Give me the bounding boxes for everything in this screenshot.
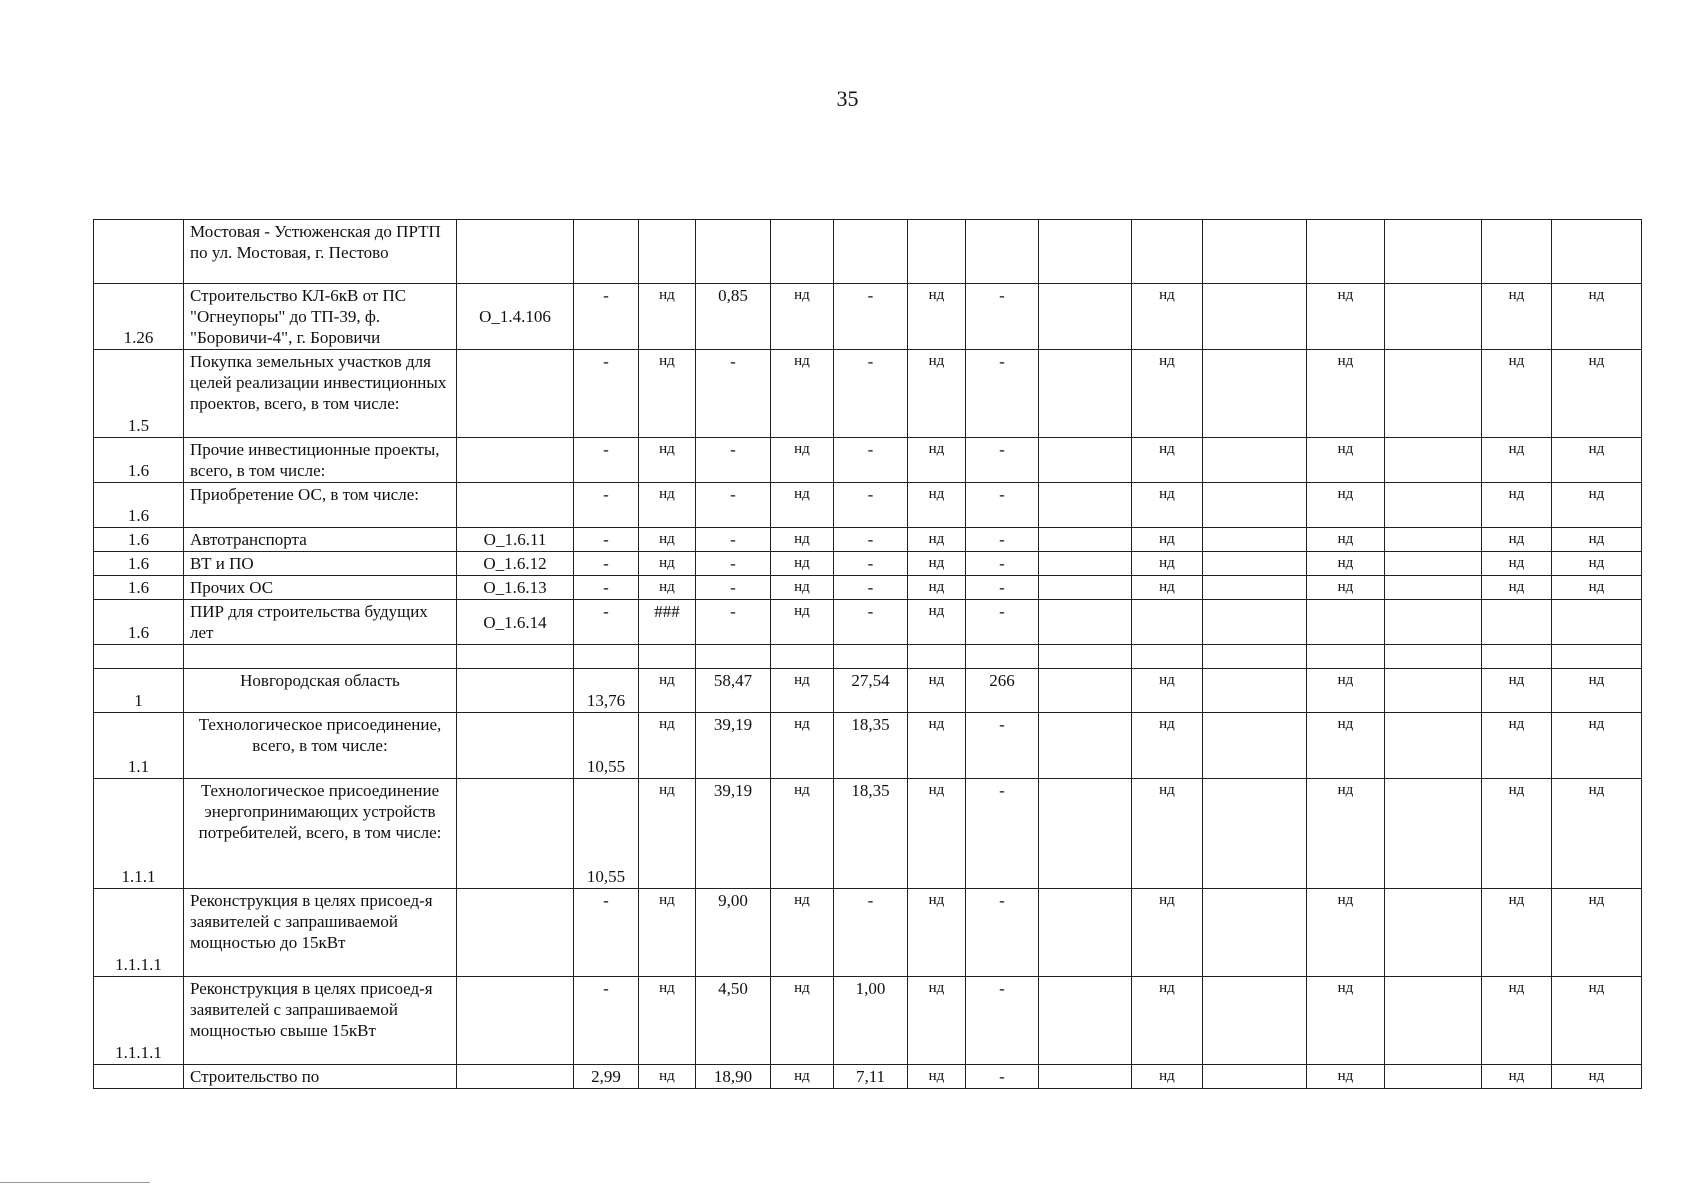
value-cell	[1385, 350, 1482, 438]
table-row	[94, 645, 1642, 669]
value-cell	[1482, 600, 1552, 645]
value-cell	[1039, 576, 1132, 600]
value-cell: нд	[771, 576, 834, 600]
value-cell	[1203, 220, 1307, 284]
value-cell	[1039, 645, 1132, 669]
row-number	[94, 645, 184, 669]
row-code	[457, 977, 574, 1065]
value-cell: нд	[639, 669, 696, 713]
value-cell: нд	[1307, 350, 1385, 438]
row-code: О_1.6.13	[457, 576, 574, 600]
value-cell: -	[696, 438, 771, 483]
value-cell: ###	[639, 600, 696, 645]
value-cell: -	[966, 483, 1039, 528]
value-cell: 7,11	[834, 1065, 908, 1089]
value-cell: нд	[908, 350, 966, 438]
value-cell: нд	[1552, 528, 1642, 552]
row-number	[94, 220, 184, 284]
value-cell: -	[574, 350, 639, 438]
value-cell	[1039, 1065, 1132, 1089]
value-cell: нд	[1482, 713, 1552, 779]
value-cell: нд	[1552, 350, 1642, 438]
value-cell: нд	[1482, 576, 1552, 600]
value-cell: нд	[1132, 889, 1203, 977]
value-cell: -	[966, 889, 1039, 977]
value-cell: нд	[1307, 528, 1385, 552]
value-cell: 1,00	[834, 977, 908, 1065]
value-cell: нд	[1307, 1065, 1385, 1089]
value-cell	[639, 220, 696, 284]
value-cell: нд	[1552, 284, 1642, 350]
value-cell	[1203, 669, 1307, 713]
table-row	[94, 713, 1642, 779]
value-cell	[1385, 669, 1482, 713]
value-cell	[1203, 284, 1307, 350]
value-cell: нд	[1307, 713, 1385, 779]
value-cell: нд	[1482, 483, 1552, 528]
table-row	[94, 1065, 1642, 1089]
value-cell: нд	[908, 438, 966, 483]
value-cell	[1039, 552, 1132, 576]
value-cell: нд	[1132, 350, 1203, 438]
value-cell: нд	[1307, 576, 1385, 600]
value-cell: нд	[771, 350, 834, 438]
value-cell: нд	[1307, 552, 1385, 576]
value-cell: -	[834, 528, 908, 552]
investment-table	[93, 219, 1642, 1089]
row-number: 1.6	[94, 438, 184, 483]
value-cell	[1039, 779, 1132, 889]
row-number: 1.6	[94, 576, 184, 600]
value-cell: нд	[908, 552, 966, 576]
value-cell: -	[696, 576, 771, 600]
value-cell	[1039, 438, 1132, 483]
value-cell: 18,35	[834, 779, 908, 889]
value-cell: нд	[771, 528, 834, 552]
table-row	[94, 669, 1642, 713]
row-number	[94, 1065, 184, 1089]
value-cell: нд	[1132, 1065, 1203, 1089]
value-cell: нд	[771, 552, 834, 576]
row-number: 1.6	[94, 483, 184, 528]
value-cell: нд	[639, 284, 696, 350]
value-cell: нд	[639, 889, 696, 977]
row-code	[457, 889, 574, 977]
row-name: Приобретение ОС, в том числе:	[184, 483, 457, 528]
value-cell: нд	[771, 483, 834, 528]
value-cell	[1203, 483, 1307, 528]
value-cell: нд	[1482, 889, 1552, 977]
value-cell: -	[834, 350, 908, 438]
value-cell: нд	[1307, 483, 1385, 528]
row-name: Строительство по	[184, 1065, 457, 1089]
value-cell	[1203, 713, 1307, 779]
value-cell: -	[966, 1065, 1039, 1089]
value-cell: нд	[1482, 350, 1552, 438]
value-cell	[1385, 779, 1482, 889]
table-row	[94, 483, 1642, 528]
value-cell: 10,55	[574, 779, 639, 889]
value-cell	[1203, 600, 1307, 645]
value-cell: 10,55	[574, 713, 639, 779]
value-cell: нд	[1482, 284, 1552, 350]
value-cell: нд	[1132, 576, 1203, 600]
value-cell	[1385, 528, 1482, 552]
value-cell	[1203, 528, 1307, 552]
row-code	[457, 713, 574, 779]
value-cell: нд	[908, 713, 966, 779]
value-cell: нд	[771, 284, 834, 350]
value-cell	[1203, 1065, 1307, 1089]
row-code: О_1.6.11	[457, 528, 574, 552]
value-cell: нд	[908, 889, 966, 977]
value-cell: нд	[639, 438, 696, 483]
value-cell: -	[966, 576, 1039, 600]
value-cell	[1203, 438, 1307, 483]
value-cell	[1385, 600, 1482, 645]
value-cell: нд	[1132, 779, 1203, 889]
value-cell: нд	[1132, 284, 1203, 350]
value-cell	[1039, 350, 1132, 438]
row-code	[457, 1065, 574, 1089]
value-cell	[966, 645, 1039, 669]
value-cell	[1203, 552, 1307, 576]
value-cell	[574, 220, 639, 284]
value-cell: -	[966, 284, 1039, 350]
value-cell	[1385, 483, 1482, 528]
value-cell	[1307, 600, 1385, 645]
row-code	[457, 220, 574, 284]
row-code: О_1.6.12	[457, 552, 574, 576]
value-cell: нд	[1482, 779, 1552, 889]
value-cell: 9,00	[696, 889, 771, 977]
row-number: 1	[94, 669, 184, 713]
value-cell: -	[696, 600, 771, 645]
value-cell	[1385, 220, 1482, 284]
row-name: ВТ и ПО	[184, 552, 457, 576]
value-cell	[1039, 977, 1132, 1065]
value-cell	[1552, 220, 1642, 284]
value-cell: нд	[771, 600, 834, 645]
value-cell: -	[574, 438, 639, 483]
value-cell: нд	[1307, 889, 1385, 977]
value-cell: -	[966, 600, 1039, 645]
value-cell: -	[834, 576, 908, 600]
value-cell: нд	[639, 977, 696, 1065]
row-name: Прочих ОС	[184, 576, 457, 600]
table-row	[94, 977, 1642, 1065]
value-cell: -	[834, 552, 908, 576]
value-cell: нд	[771, 438, 834, 483]
value-cell	[696, 645, 771, 669]
value-cell: нд	[1482, 669, 1552, 713]
value-cell: нд	[1132, 552, 1203, 576]
row-code	[457, 645, 574, 669]
value-cell: нд	[771, 713, 834, 779]
value-cell: нд	[1482, 977, 1552, 1065]
value-cell	[1039, 220, 1132, 284]
value-cell: -	[696, 483, 771, 528]
value-cell: нд	[908, 779, 966, 889]
value-cell: нд	[908, 977, 966, 1065]
value-cell	[1203, 779, 1307, 889]
row-name: ПИР для строительства будущих лет	[184, 600, 457, 645]
row-number: 1.6	[94, 528, 184, 552]
value-cell: нд	[1482, 1065, 1552, 1089]
value-cell: нд	[1552, 713, 1642, 779]
value-cell: 27,54	[834, 669, 908, 713]
row-name: Новгородская область	[184, 669, 457, 713]
value-cell: 39,19	[696, 713, 771, 779]
value-cell	[1132, 645, 1203, 669]
value-cell	[771, 645, 834, 669]
value-cell: нд	[908, 284, 966, 350]
value-cell	[1482, 220, 1552, 284]
row-code: О_1.6.14	[457, 600, 574, 645]
row-name: Реконструкция в целях присоед-я заявителей с запрашиваемой мощностью до 15кВт	[184, 889, 457, 977]
value-cell: нд	[639, 350, 696, 438]
row-name: Автотранспорта	[184, 528, 457, 552]
value-cell: нд	[908, 528, 966, 552]
value-cell: нд	[1482, 528, 1552, 552]
value-cell	[1203, 977, 1307, 1065]
value-cell: нд	[639, 552, 696, 576]
value-cell	[1039, 483, 1132, 528]
value-cell	[1385, 438, 1482, 483]
value-cell: -	[574, 483, 639, 528]
row-name: Реконструкция в целях присоед-я заявителей с запрашиваемой мощностью свыше 15кВт	[184, 977, 457, 1065]
value-cell: -	[696, 552, 771, 576]
value-cell: -	[574, 889, 639, 977]
value-cell	[1039, 889, 1132, 977]
value-cell: 2,99	[574, 1065, 639, 1089]
value-cell	[1552, 600, 1642, 645]
value-cell: 266	[966, 669, 1039, 713]
value-cell: -	[834, 889, 908, 977]
value-cell: нд	[1307, 284, 1385, 350]
value-cell: нд	[1552, 438, 1642, 483]
value-cell	[1482, 645, 1552, 669]
value-cell: 58,47	[696, 669, 771, 713]
value-cell: нд	[771, 779, 834, 889]
row-name: Технологическое присоединение энергопринимающих устройств потребителей, всего, в том числе:	[184, 779, 457, 889]
value-cell: -	[574, 284, 639, 350]
value-cell: нд	[908, 669, 966, 713]
value-cell: -	[966, 528, 1039, 552]
value-cell	[1307, 220, 1385, 284]
row-number: 1.1	[94, 713, 184, 779]
table-row	[94, 284, 1642, 350]
value-cell: -	[966, 438, 1039, 483]
value-cell: нд	[639, 713, 696, 779]
value-cell: -	[834, 600, 908, 645]
value-cell	[1039, 713, 1132, 779]
value-cell: нд	[908, 1065, 966, 1089]
value-cell	[639, 645, 696, 669]
value-cell: 4,50	[696, 977, 771, 1065]
value-cell: -	[574, 977, 639, 1065]
row-name: Технологическое присоединение, всего, в том числе:	[184, 713, 457, 779]
value-cell	[1385, 576, 1482, 600]
row-number: 1.6	[94, 552, 184, 576]
row-code	[457, 483, 574, 528]
value-cell	[908, 220, 966, 284]
value-cell	[771, 220, 834, 284]
row-code: О_1.4.106	[457, 284, 574, 350]
value-cell: 13,76	[574, 669, 639, 713]
value-cell: 18,35	[834, 713, 908, 779]
row-number: 1.1.1	[94, 779, 184, 889]
value-cell: нд	[908, 600, 966, 645]
page-number: 35	[836, 86, 859, 111]
table-row	[94, 600, 1642, 645]
value-cell: нд	[908, 483, 966, 528]
value-cell	[1039, 600, 1132, 645]
value-cell: -	[834, 438, 908, 483]
row-name	[184, 645, 457, 669]
value-cell: -	[966, 713, 1039, 779]
row-code	[457, 779, 574, 889]
value-cell: -	[966, 350, 1039, 438]
table-row	[94, 220, 1642, 284]
value-cell: нд	[908, 576, 966, 600]
value-cell	[1385, 889, 1482, 977]
row-number: 1.1.1.1	[94, 889, 184, 977]
value-cell: нд	[1552, 669, 1642, 713]
value-cell: -	[696, 350, 771, 438]
row-number: 1.26	[94, 284, 184, 350]
table-row	[94, 350, 1642, 438]
value-cell: -	[966, 552, 1039, 576]
row-number: 1.5	[94, 350, 184, 438]
value-cell: нд	[1552, 889, 1642, 977]
value-cell: нд	[1552, 779, 1642, 889]
value-cell	[1552, 645, 1642, 669]
row-name: Мостовая - Устюженская до ПРТП по ул. Мостовая, г. Пестово	[184, 220, 457, 284]
value-cell: нд	[1552, 552, 1642, 576]
value-cell: 39,19	[696, 779, 771, 889]
row-name: Прочие инвестиционные проекты, всего, в том числе:	[184, 438, 457, 483]
table-row	[94, 528, 1642, 552]
value-cell: нд	[639, 1065, 696, 1089]
value-cell: нд	[1482, 552, 1552, 576]
value-cell	[1203, 645, 1307, 669]
value-cell: нд	[771, 1065, 834, 1089]
value-cell	[1132, 600, 1203, 645]
value-cell	[1307, 645, 1385, 669]
value-cell: нд	[1307, 669, 1385, 713]
value-cell	[574, 645, 639, 669]
value-cell: нд	[771, 669, 834, 713]
table-row	[94, 779, 1642, 889]
value-cell: нд	[771, 889, 834, 977]
value-cell: -	[966, 977, 1039, 1065]
table-row	[94, 576, 1642, 600]
table-row	[94, 552, 1642, 576]
value-cell	[1203, 889, 1307, 977]
value-cell: -	[696, 528, 771, 552]
value-cell	[834, 645, 908, 669]
value-cell: нд	[771, 977, 834, 1065]
value-cell: нд	[639, 483, 696, 528]
value-cell: -	[574, 576, 639, 600]
value-cell: нд	[1132, 977, 1203, 1065]
table-row	[94, 889, 1642, 977]
value-cell: нд	[1307, 779, 1385, 889]
value-cell: -	[574, 600, 639, 645]
value-cell: -	[574, 528, 639, 552]
table-row	[94, 438, 1642, 483]
value-cell	[1039, 528, 1132, 552]
row-number: 1.6	[94, 600, 184, 645]
value-cell: нд	[1132, 438, 1203, 483]
value-cell: -	[966, 779, 1039, 889]
value-cell: -	[834, 483, 908, 528]
value-cell	[1385, 284, 1482, 350]
value-cell: нд	[1552, 483, 1642, 528]
row-name: Строительство КЛ-6кВ от ПС "Огнеупоры" до ТП-39, ф. "Боровичи-4", г. Боровичи	[184, 284, 457, 350]
value-cell	[1039, 669, 1132, 713]
value-cell	[1039, 284, 1132, 350]
value-cell: нд	[1307, 438, 1385, 483]
value-cell: нд	[1307, 977, 1385, 1065]
value-cell: нд	[639, 528, 696, 552]
value-cell	[1385, 713, 1482, 779]
value-cell: 18,90	[696, 1065, 771, 1089]
value-cell: 0,85	[696, 284, 771, 350]
value-cell: нд	[1552, 977, 1642, 1065]
value-cell: нд	[1132, 528, 1203, 552]
value-cell: нд	[1132, 713, 1203, 779]
value-cell	[908, 645, 966, 669]
value-cell	[966, 220, 1039, 284]
row-name: Покупка земельных участков для целей реализации инвестиционных проектов, всего, в том числе:	[184, 350, 457, 438]
value-cell: нд	[1482, 438, 1552, 483]
value-cell	[1385, 645, 1482, 669]
value-cell: нд	[639, 779, 696, 889]
row-code	[457, 669, 574, 713]
value-cell: -	[574, 552, 639, 576]
value-cell	[1203, 350, 1307, 438]
value-cell	[834, 220, 908, 284]
value-cell: нд	[1132, 669, 1203, 713]
value-cell	[1385, 977, 1482, 1065]
value-cell: -	[834, 284, 908, 350]
scan-edge-line	[0, 1182, 150, 1183]
value-cell	[1132, 220, 1203, 284]
value-cell: нд	[639, 576, 696, 600]
row-number: 1.1.1.1	[94, 977, 184, 1065]
value-cell	[1203, 576, 1307, 600]
value-cell	[1385, 552, 1482, 576]
value-cell: нд	[1132, 483, 1203, 528]
value-cell	[1385, 1065, 1482, 1089]
value-cell: нд	[1552, 1065, 1642, 1089]
value-cell: нд	[1552, 576, 1642, 600]
row-code	[457, 350, 574, 438]
investment-table-wrapper	[93, 219, 1642, 1089]
value-cell	[696, 220, 771, 284]
row-code	[457, 438, 574, 483]
